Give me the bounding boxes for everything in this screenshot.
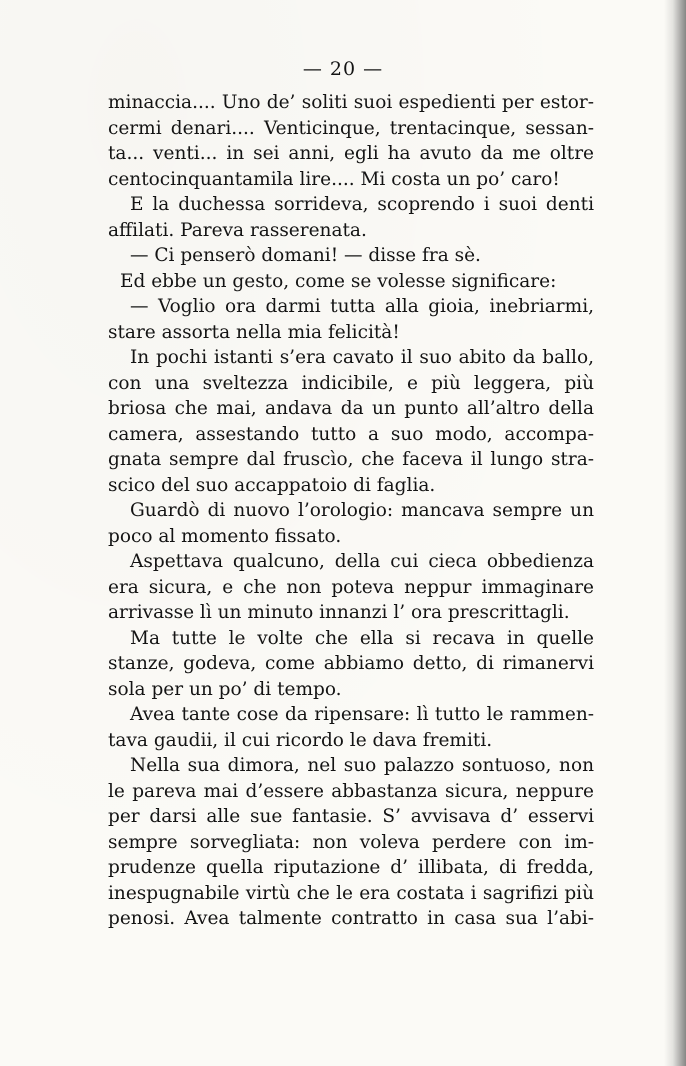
text-line: — Ci penserò domani! — disse fra sè. — [130, 245, 481, 266]
text-line: affilati. Pareva rasserenata. — [108, 219, 367, 241]
text-line: Guardò di nuovo l’orologio: mancava sempre un — [130, 500, 594, 521]
text-line: E la duchessa sorrideva, scoprendo i suoi denti — [130, 194, 594, 215]
text-line: tava gaudii, il cui ricordo le dava fremiti. — [108, 729, 493, 751]
text-line: centocinquantamila lire.... Mi costa un po’ caro! — [108, 168, 560, 190]
text-line: poco al momento fissato. — [108, 525, 342, 547]
text-line: Ed ebbe un gesto, come se volesse significare: — [120, 270, 557, 292]
text-line: stanze, godeva, come abbiamo detto, di rimanervi — [108, 653, 594, 674]
text-line: inespugnabile virtù che le era costata i sagrifizi più — [108, 882, 594, 904]
text-line: era sicura, e che non poteva neppur immaginare — [108, 576, 594, 598]
text-line: scico del suo accappatoio di faglia. — [108, 474, 436, 496]
text-line: briosa che mai, andava da un punto all’altro della — [108, 398, 594, 419]
text-line: gnata sempre dal fruscìo, che faceva il lungo stra- — [108, 449, 594, 470]
text-line: ta... venti... in sei anni, egli ha avuto da me oltre — [108, 143, 594, 164]
text-line: arrivasse lì un minuto innanzi l’ ora prescrittagli. — [108, 602, 570, 623]
text-line: sola per un po’ di tempo. — [108, 678, 342, 700]
body-text — [108, 90, 594, 932]
text-line: Aspettava qualcuno, della cui cieca obbedienza — [130, 551, 594, 572]
text-line: per darsi alle sue fantasie. S’ avvisava d’ esservi — [108, 806, 594, 827]
text-line: con una sveltezza indicibile, e più leggera, più — [108, 372, 594, 394]
text-line: Nella sua dimora, nel suo palazzo sontuoso, non — [130, 755, 594, 776]
text-line: — Voglio ora darmi tutta alla gioia, inebriarmi, — [130, 296, 594, 317]
page-number: — 20 — — [302, 58, 384, 80]
text-line: penosi. Avea talmente contratto in casa sua l’abi- — [108, 908, 594, 929]
text-line: minaccia.... Uno de’ soliti suoi espedienti per estor- — [108, 92, 594, 113]
text-line: prudenze quella riputazione d’ illibata, di fredda, — [108, 857, 594, 878]
page-edge-shadow — [664, 0, 686, 1066]
text-line: Ma tutte le volte che ella si recava in quelle — [130, 627, 594, 649]
text-line: cermi denari.... Venticinque, trentacinque, sessan- — [108, 117, 594, 139]
text-line: In pochi istanti s’era cavato il suo abito da ballo, — [130, 347, 594, 368]
text-line: Avea tante cose da ripensare: lì tutto le rammen- — [130, 704, 594, 725]
text-line: camera, assestando tutto a suo modo, accompa- — [108, 423, 594, 445]
text-line: le pareva mai d’essere abbastanza sicura, neppure — [108, 780, 594, 802]
text-line: sempre sorvegliata: non voleva perdere con im- — [108, 831, 594, 853]
text-line: stare assorta nella mia felicità! — [108, 321, 400, 343]
